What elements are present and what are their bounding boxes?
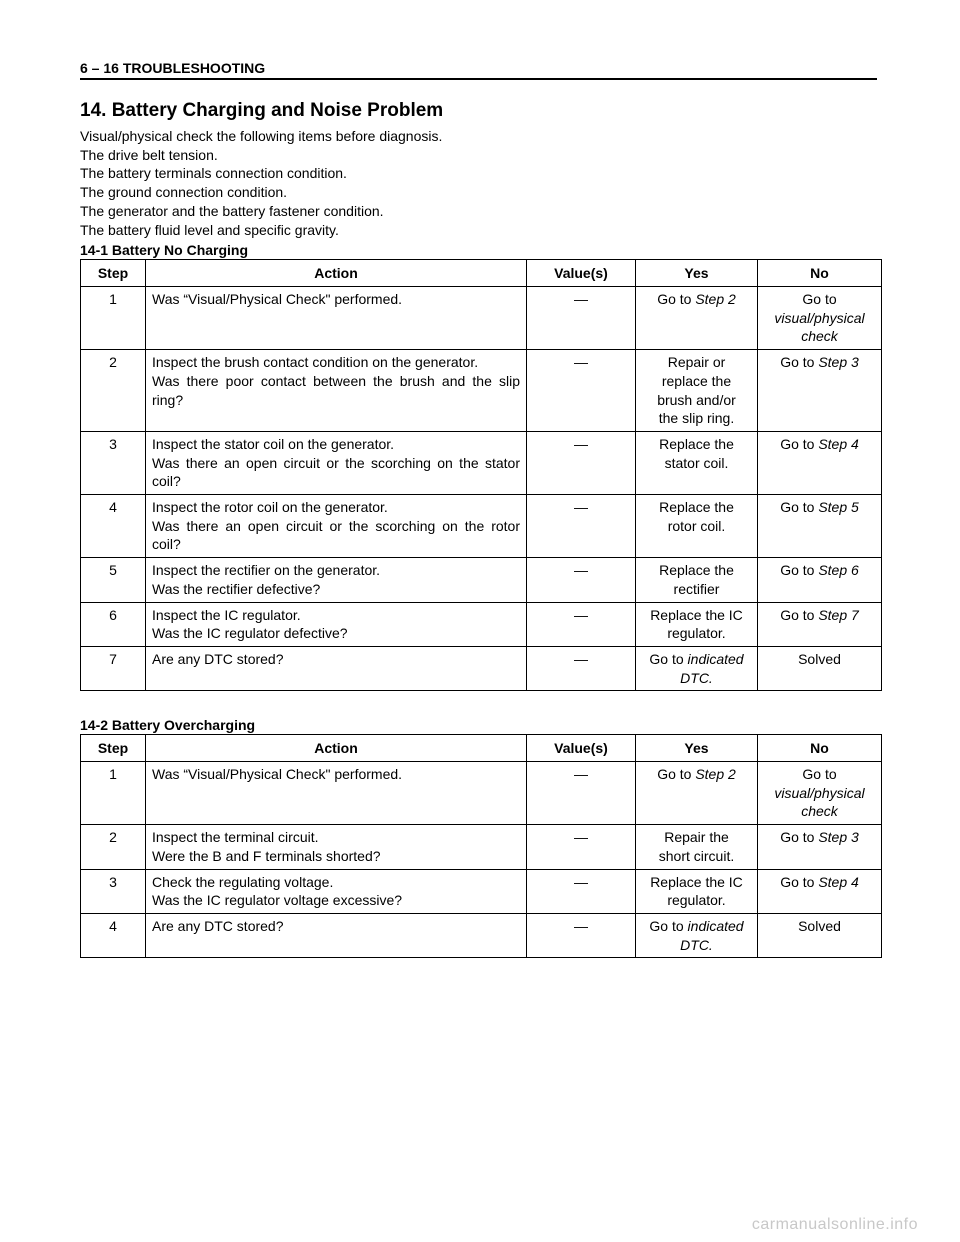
- table-row: [81, 350, 882, 432]
- yes-ref: DTC.: [680, 669, 713, 686]
- no-line: [764, 650, 875, 669]
- no-cell: [758, 287, 882, 350]
- intro-line: The battery fluid level and specific gravity.: [80, 221, 339, 238]
- value-cell: —: [527, 558, 636, 602]
- no-cell: [758, 431, 882, 494]
- yes-line: [642, 435, 751, 454]
- action-line: Are any DTC stored?: [152, 917, 284, 934]
- no-line: [764, 606, 875, 625]
- no-line: [764, 290, 875, 309]
- table-row: [81, 602, 882, 646]
- step-cell: 5: [81, 558, 146, 602]
- action-line: Was “Visual/Physical Check" performed.: [152, 766, 403, 782]
- no-cell: [758, 350, 882, 432]
- no-ref: Step 4: [818, 873, 859, 890]
- yes-text: Replace the: [659, 562, 734, 579]
- table-battery-overcharging: [80, 734, 882, 958]
- step-cell: 4: [81, 913, 146, 957]
- table-row: [81, 495, 882, 558]
- no-cell: [758, 762, 882, 825]
- no-line: [764, 561, 875, 580]
- yes-cell: [636, 869, 758, 913]
- no-cell: [758, 495, 882, 558]
- step-cell: 3: [81, 431, 146, 494]
- table-row: [81, 646, 882, 690]
- step-cell: 6: [81, 602, 146, 646]
- no-ref: Step 4: [818, 435, 859, 452]
- table1-title: 14-1 Battery No Charging: [80, 242, 249, 258]
- value-cell: —: [527, 869, 636, 913]
- value-cell: —: [527, 602, 636, 646]
- no-line: [764, 802, 875, 821]
- step-cell: 2: [81, 350, 146, 432]
- no-text: Go to: [780, 606, 819, 623]
- no-line: [764, 784, 875, 803]
- no-ref: Step 3: [818, 829, 859, 846]
- no-cell: [758, 825, 882, 869]
- yes-line: [642, 765, 751, 784]
- value-cell: —: [527, 646, 636, 690]
- yes-text: stator coil.: [664, 454, 729, 471]
- yes-ref: indicated: [687, 650, 744, 667]
- action-line: Inspect the rotor coil on the generator.: [152, 499, 388, 516]
- no-text: Go to: [780, 829, 819, 846]
- yes-line: [642, 624, 751, 643]
- yes-line: [642, 873, 751, 892]
- yes-text: Repair the: [664, 829, 729, 846]
- header-yes: Yes: [636, 735, 758, 762]
- value-cell: —: [527, 913, 636, 957]
- header-action: Action: [146, 260, 527, 287]
- no-line: [764, 828, 875, 847]
- yes-text: short circuit.: [658, 847, 735, 864]
- table-row: [81, 762, 882, 825]
- value-cell: —: [527, 350, 636, 432]
- action-line: Inspect the IC regulator.: [152, 606, 301, 623]
- action-line: Inspect the stator coil on the generator.: [152, 435, 395, 452]
- yes-text: Repair or: [667, 354, 726, 371]
- action-line: Inspect the brush contact condition on the generator.: [152, 354, 479, 371]
- yes-cell: [636, 762, 758, 825]
- step-cell: 1: [81, 762, 146, 825]
- yes-text: Go to: [657, 291, 696, 307]
- yes-line: [642, 454, 751, 473]
- table-row: [81, 869, 882, 913]
- yes-line: [642, 650, 751, 669]
- yes-line: [642, 828, 751, 847]
- no-cell: [758, 602, 882, 646]
- header-value: Value(s): [527, 735, 636, 762]
- yes-line: [642, 561, 751, 580]
- table1-body: [81, 287, 882, 691]
- no-cell: [758, 646, 882, 690]
- yes-text: regulator.: [667, 892, 726, 909]
- table-battery-no-charging: [80, 259, 882, 691]
- yes-ref: Step 2: [695, 291, 736, 307]
- action-line: Check the regulating voltage.: [152, 873, 334, 890]
- yes-text: regulator.: [667, 625, 726, 642]
- yes-text: rectifier: [673, 580, 720, 597]
- yes-line: [642, 606, 751, 625]
- action-cell: [146, 825, 527, 869]
- no-text: check: [801, 328, 838, 345]
- yes-cell: [636, 646, 758, 690]
- action-cell: [146, 350, 527, 432]
- no-text: Go to: [802, 766, 837, 782]
- header-no: No: [758, 260, 882, 287]
- yes-line: [642, 353, 751, 372]
- no-line: [764, 498, 875, 517]
- yes-text: Replace the: [659, 435, 734, 452]
- no-text: Go to: [780, 499, 819, 516]
- yes-line: [642, 847, 751, 866]
- no-cell: [758, 869, 882, 913]
- table-row: [81, 287, 882, 350]
- action-cell: [146, 287, 527, 350]
- table-row: [81, 558, 882, 602]
- table-header-row: [81, 260, 882, 287]
- intro-line: The ground connection condition.: [80, 184, 288, 201]
- action-line: Was there poor contact between the brush and the slip ring?: [152, 372, 520, 408]
- yes-line: [642, 669, 751, 688]
- step-cell: 3: [81, 869, 146, 913]
- no-line: [764, 917, 875, 936]
- no-cell: [758, 913, 882, 957]
- yes-cell: [636, 602, 758, 646]
- no-text: Go to: [780, 435, 819, 452]
- action-line: Was the IC regulator defective?: [152, 625, 348, 642]
- no-cell: [758, 558, 882, 602]
- yes-line: [642, 891, 751, 910]
- header-step: Step: [81, 735, 146, 762]
- intro-text: [80, 127, 880, 239]
- yes-ref: DTC.: [680, 936, 713, 953]
- no-ref: Step 7: [818, 606, 859, 623]
- no-ref: Step 3: [818, 354, 859, 371]
- no-text: Solved: [798, 650, 841, 667]
- no-line: [764, 327, 875, 346]
- action-line: Are any DTC stored?: [152, 650, 284, 667]
- table-row: [81, 825, 882, 869]
- value-cell: —: [527, 287, 636, 350]
- action-line: Was the rectifier defective?: [152, 580, 321, 597]
- yes-text: Replace the: [659, 499, 734, 516]
- yes-ref: Step 2: [695, 766, 736, 782]
- action-cell: [146, 431, 527, 494]
- no-ref: Step 6: [818, 562, 859, 579]
- yes-text: brush and/or: [657, 391, 736, 408]
- action-cell: [146, 913, 527, 957]
- no-text: Go to: [780, 873, 819, 890]
- yes-line: [642, 391, 751, 410]
- yes-cell: [636, 825, 758, 869]
- intro-line: The generator and the battery fastener condition.: [80, 202, 384, 219]
- yes-cell: [636, 350, 758, 432]
- action-line: Were the B and F terminals shorted?: [152, 847, 381, 864]
- action-cell: [146, 558, 527, 602]
- value-cell: —: [527, 762, 636, 825]
- no-text: Go to: [780, 562, 819, 579]
- yes-line: [642, 498, 751, 517]
- yes-text: replace the: [661, 372, 732, 389]
- section-title: 14. Battery Charging and Noise Problem: [80, 100, 444, 121]
- yes-text: Go to: [657, 766, 696, 782]
- yes-text: Go to: [649, 650, 688, 667]
- yes-cell: [636, 431, 758, 494]
- no-text: Go to: [802, 291, 837, 307]
- yes-cell: [636, 913, 758, 957]
- no-text: check: [801, 803, 838, 820]
- yes-cell: [636, 495, 758, 558]
- header-value: Value(s): [527, 260, 636, 287]
- table-row: [81, 431, 882, 494]
- action-line: Was there an open circuit or the scorching on the stator coil?: [152, 454, 520, 490]
- step-cell: 1: [81, 287, 146, 350]
- header-action: Action: [146, 735, 527, 762]
- no-ref: Step 5: [818, 499, 859, 516]
- no-line: [764, 765, 875, 784]
- yes-text: the slip ring.: [658, 410, 735, 427]
- yes-text: Replace the IC: [650, 606, 743, 623]
- yes-line: [642, 517, 751, 536]
- value-cell: —: [527, 431, 636, 494]
- action-line: Was there an open circuit or the scorching on the rotor coil?: [152, 517, 520, 553]
- action-cell: [146, 602, 527, 646]
- yes-line: [642, 917, 751, 936]
- no-text: Go to: [780, 354, 819, 371]
- yes-ref: indicated: [687, 917, 744, 934]
- header-no: No: [758, 735, 882, 762]
- yes-text: Go to: [649, 917, 688, 934]
- action-cell: [146, 869, 527, 913]
- action-line: Was “Visual/Physical Check" performed.: [152, 291, 403, 307]
- table2-body: [81, 762, 882, 958]
- yes-line: [642, 409, 751, 428]
- header-yes: Yes: [636, 260, 758, 287]
- header-rule: [80, 78, 877, 80]
- no-line: [764, 873, 875, 892]
- no-text: Solved: [798, 917, 841, 934]
- value-cell: —: [527, 495, 636, 558]
- no-line: [764, 435, 875, 454]
- header-step: Step: [81, 260, 146, 287]
- yes-line: [642, 936, 751, 955]
- yes-line: [642, 290, 751, 309]
- no-line: [764, 353, 875, 372]
- step-cell: 2: [81, 825, 146, 869]
- no-line: [764, 309, 875, 328]
- action-line: Inspect the rectifier on the generator.: [152, 562, 381, 579]
- action-line: Was the IC regulator voltage excessive?: [152, 892, 403, 909]
- yes-text: Replace the IC: [650, 873, 743, 890]
- page-header: 6 – 16 TROUBLESHOOTING: [80, 60, 266, 76]
- value-cell: —: [527, 825, 636, 869]
- table2-title: 14-2 Battery Overcharging: [80, 717, 256, 733]
- watermark: carmanualsonline.info: [751, 1216, 918, 1233]
- action-cell: [146, 495, 527, 558]
- yes-cell: [636, 287, 758, 350]
- action-cell: [146, 762, 527, 825]
- yes-line: [642, 372, 751, 391]
- yes-text: rotor coil.: [667, 517, 726, 534]
- intro-line: The battery terminals connection condition.: [80, 165, 347, 182]
- action-cell: [146, 646, 527, 690]
- no-text: visual/physical: [774, 784, 865, 801]
- yes-cell: [636, 558, 758, 602]
- yes-line: [642, 580, 751, 599]
- intro-line: Visual/physical check the following items before diagnosis.: [80, 128, 443, 144]
- step-cell: 7: [81, 646, 146, 690]
- intro-line: The drive belt tension.: [80, 146, 218, 163]
- action-line: Inspect the terminal circuit.: [152, 829, 319, 846]
- table-row: [81, 913, 882, 957]
- no-text: visual/physical: [774, 309, 865, 326]
- table-header-row: [81, 735, 882, 762]
- step-cell: 4: [81, 495, 146, 558]
